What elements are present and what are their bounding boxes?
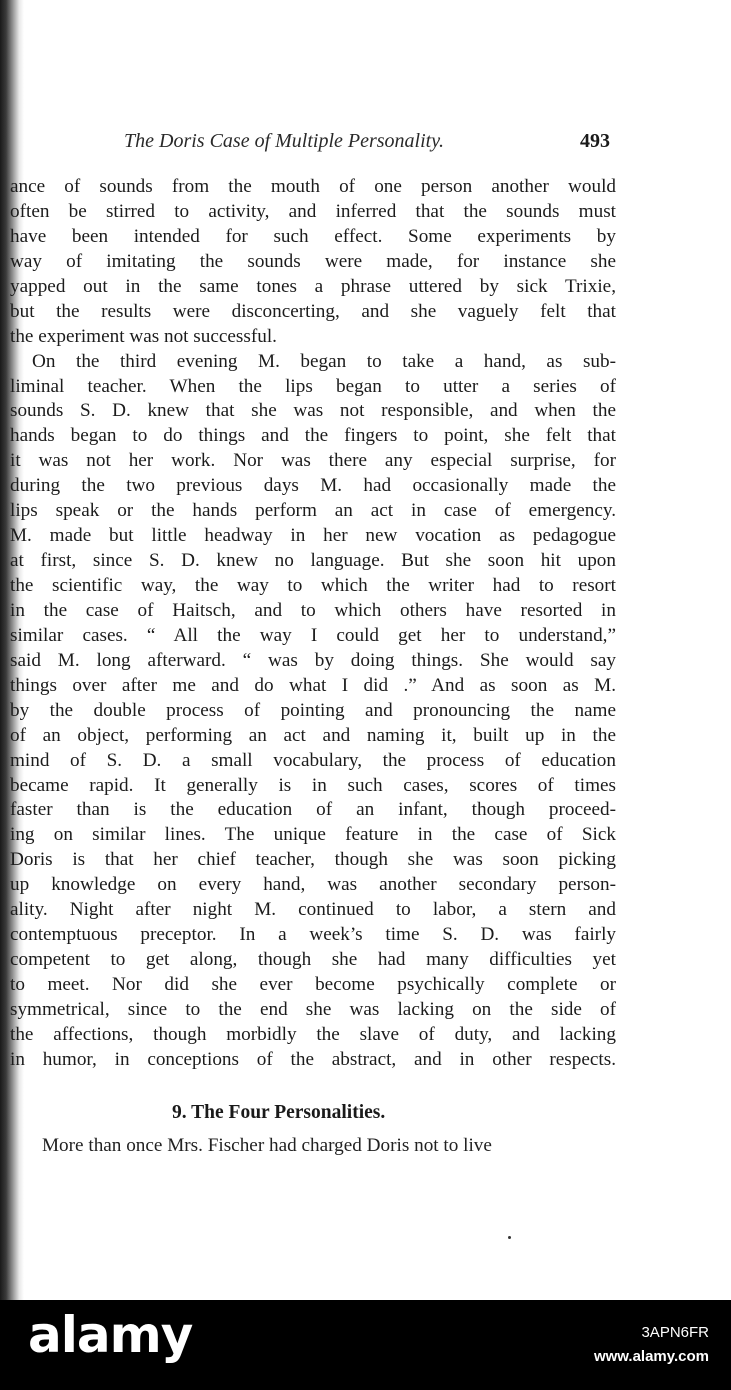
text-line: often be stirred to activity, and inferred that the sounds must (10, 200, 616, 222)
text-line: in the case of Haitsch, and to which others have resorted in (10, 599, 616, 621)
text-line: of an object, performing an act and naming it, built up in the (10, 724, 616, 746)
section-heading: 9. The Four Personalities. (172, 1102, 386, 1123)
text-line: faster than is the education of an infant, though proceed- (10, 799, 616, 821)
paragraph-start-line: On the third evening M. began to take a hand, as sub- (32, 350, 616, 372)
text-line: lips speak or the hands perform an act in case of emergency. (10, 500, 616, 522)
text-line: it was not her work. Nor was there any especial surprise, for (10, 450, 616, 472)
text-line: ing on similar lines. The unique feature in the case of Sick (10, 824, 616, 846)
text-line: up knowledge on every hand, was another secondary person- (10, 874, 616, 896)
text-line: to meet. Nor did she ever become psychically complete or (10, 974, 616, 995)
running-title: The Doris Case of Multiple Personality. (124, 130, 444, 152)
paragraph-start-line: More than once Mrs. Fischer had charged Doris not to live (42, 1135, 492, 1156)
running-head (120, 130, 610, 158)
text-line: the experiment was not successful. (10, 325, 277, 347)
text-line: mind of S. D. a small vocabulary, the process of education (10, 749, 616, 771)
text-line: became rapid. It generally is in such cases, scores of times (10, 774, 616, 796)
text-line: similar cases. “ All the way I could get her to understand,” (10, 624, 616, 646)
watermark-image-id: 3APN6FR (641, 1324, 709, 1341)
text-line: symmetrical, since to the end she was lacking on the side of (10, 998, 616, 1020)
text-line: ality. Night after night M. continued to labor, a stern and (10, 899, 616, 921)
text-line: the affections, though morbidly the slave of duty, and lacking (10, 1023, 616, 1045)
text-line: yapped out in the same tones a phrase uttered by sick Trixie, (10, 275, 616, 297)
text-line: hands began to do things and the fingers to point, she felt that (10, 425, 616, 447)
text-line: said M. long afterward. “ was by doing things. She would say (10, 649, 616, 671)
text-line: in humor, in conceptions of the abstract, and in other respects. (10, 1048, 616, 1070)
watermark-logo: alamy (28, 1306, 193, 1364)
text-line: way of imitating the sounds were made, for instance she (10, 250, 616, 272)
text-line: have been intended for such effect. Some experiments by (10, 225, 616, 247)
page-number: 493 (580, 130, 610, 152)
text-line: but the results were disconcerting, and she vaguely felt that (10, 300, 616, 322)
text-line: ance of sounds from the mouth of one person another would (10, 176, 616, 197)
text-line: sounds S. D. knew that she was not responsible, and when the (10, 400, 616, 422)
text-line: M. made but little headway in her new vocation as pedagogue (10, 525, 616, 547)
text-line: the scientific way, the way to which the writer had to resort (10, 575, 616, 596)
text-line: Doris is that her chief teacher, though she was soon picking (10, 849, 616, 871)
ink-speck (508, 1236, 511, 1239)
text-line: by the double process of pointing and pronouncing the name (10, 699, 616, 721)
watermark-bar (0, 1300, 731, 1390)
text-line: at first, since S. D. knew no language. But she soon hit upon (10, 550, 616, 572)
watermark-url: www.alamy.com (593, 1348, 709, 1365)
text-line: things over after me and do what I did .” And as soon as M. (10, 674, 616, 696)
text-line: competent to get along, though she had many difficulties yet (10, 949, 616, 971)
text-line: during the two previous days M. had occasionally made the (10, 475, 616, 497)
text-line: contemptuous preceptor. In a week’s time S. D. was fairly (10, 924, 616, 946)
body-text (10, 175, 616, 1073)
text-line: liminal teacher. When the lips began to utter a series of (10, 375, 616, 397)
